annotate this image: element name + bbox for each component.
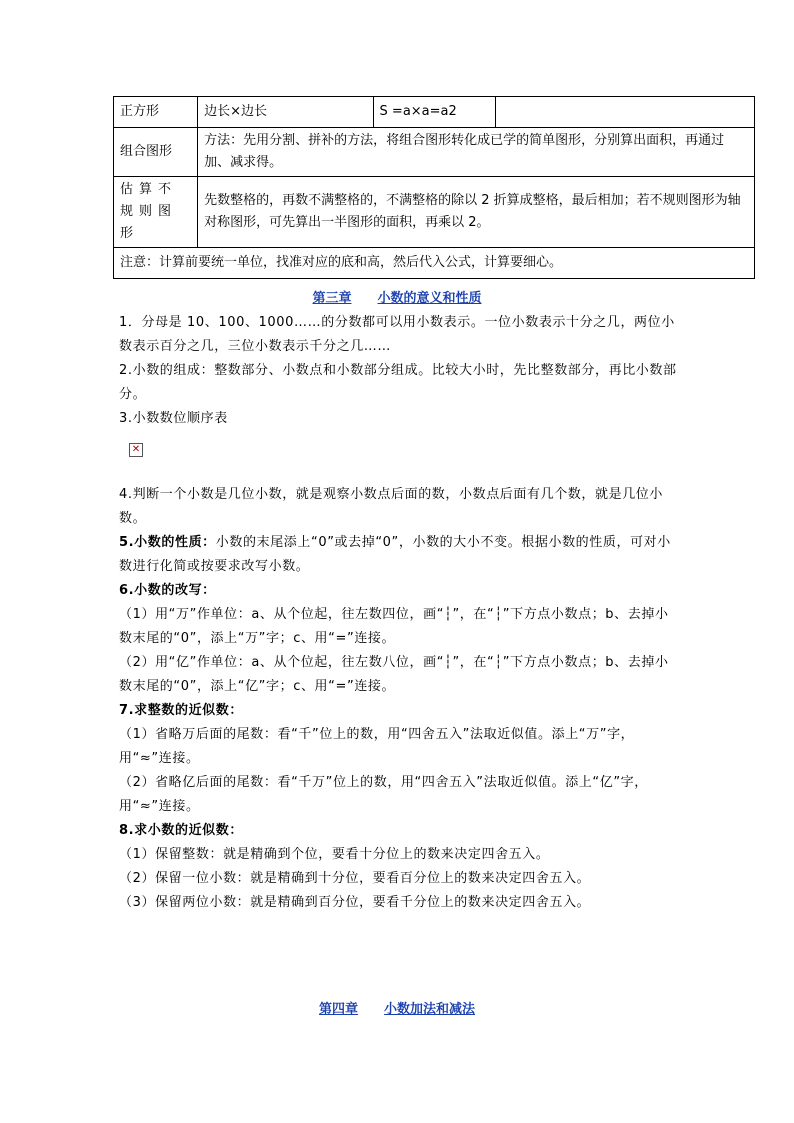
section-8-item-1: （1）保留整数：就是精确到个位，要看十分位上的数来决定四舍五入。	[119, 847, 550, 862]
section-8-item-3: （3）保留两位小数：就是精确到百分位，要看千分位上的数来决定四舍五入。	[119, 895, 591, 910]
table-note: 注意：计算前要统一单位，找准对应的底和高，然后代入公式，计算要细心。	[114, 248, 755, 279]
section-3: 3.小数数位顺序表	[119, 411, 228, 426]
row-text: 方法：先用分割、拼补的方法，将组合图形转化成已学的简单图形，分别算出面积，再通过加、减求得。	[198, 128, 755, 177]
empty-cell	[496, 97, 755, 128]
section-4: 4.判断一个小数是几位小数，就是观察小数点后面的数，小数点后面有几个数，就是几位小数。	[119, 487, 664, 526]
row-label: 估算不规则图形	[114, 177, 198, 248]
section-6-item-1: （1）用“万”作单位：a、从个位起，往左数四位，画“┆”，在“┆”下方点小数点；b、去掉小数末尾的“0”，添上“万”字；c、用“=”连接。	[119, 607, 669, 646]
area-formula-table	[113, 96, 755, 279]
chapter-title: 小数的意义和性质	[377, 291, 482, 306]
table-row	[114, 97, 755, 128]
section-7-item-2: （2）省略亿后面的尾数：看“千万”位上的数，用“四舍五入”法取近似值。添上“亿”字，用“≈”连接。	[119, 775, 648, 814]
chapter-heading	[0, 998, 794, 1017]
section-6-item-2: （2）用“亿”作单位：a、从个位起，往左数八位，画“┆”，在“┆”下方点小数点；b、去掉小数末尾的“0”，添上“亿”字；c、用“=”连接。	[119, 655, 669, 694]
chapter-heading	[0, 287, 794, 306]
formula-symbols: S =a×a=a2	[373, 97, 496, 128]
row-text: 先数整格的，再数不满整格的，不满整格的除以 2 折算成整格，最后相加；若不规则图形为轴对称图形，可先算出一半图形的面积，再乘以 2。	[198, 177, 755, 248]
section-heading: 5.小数的性质：	[119, 535, 216, 550]
chapter-number: 第三章	[312, 291, 352, 306]
chapter-title: 小数加法和减法	[384, 1002, 476, 1017]
table-row	[114, 248, 755, 279]
section-5	[119, 531, 679, 579]
section-1: 1．分母是 10、100、1000……的分数都可以用小数表示。一位小数表示十分之几，两位小数表示百分之几，三位小数表示千分之几……	[119, 315, 675, 354]
section-body: 小数的末尾添上“0”或去掉“0”，小数的大小不变。根据小数的性质，可对小数进行化简或按要求改写小数。	[119, 535, 671, 574]
chapter-content	[119, 311, 679, 915]
section-7-item-1: （1）省略万后面的尾数：看“千”位上的数，用“四舍五入”法取近似值。添上“万”字，用“≈”连接。	[119, 727, 635, 766]
section-6-heading: 6.小数的改写：	[119, 583, 216, 598]
section-8-heading: 8.求小数的近似数：	[119, 823, 243, 838]
table-row	[114, 128, 755, 177]
section-8-item-2: （2）保留一位小数：就是精确到十分位，要看百分位上的数来决定四舍五入。	[119, 871, 591, 886]
formula-words: 边长×边长	[198, 97, 373, 128]
table-row	[114, 177, 755, 248]
section-2: 2.小数的组成：整数部分、小数点和小数部分组成。比较大小时，先比整数部分，再比小数部分。	[119, 363, 677, 402]
row-label: 正方形	[114, 97, 198, 128]
chapter-number: 第四章	[318, 1002, 358, 1017]
broken-image-icon: ✕	[129, 443, 143, 457]
row-label: 组合图形	[114, 128, 198, 177]
section-7-heading: 7.求整数的近似数：	[119, 703, 243, 718]
